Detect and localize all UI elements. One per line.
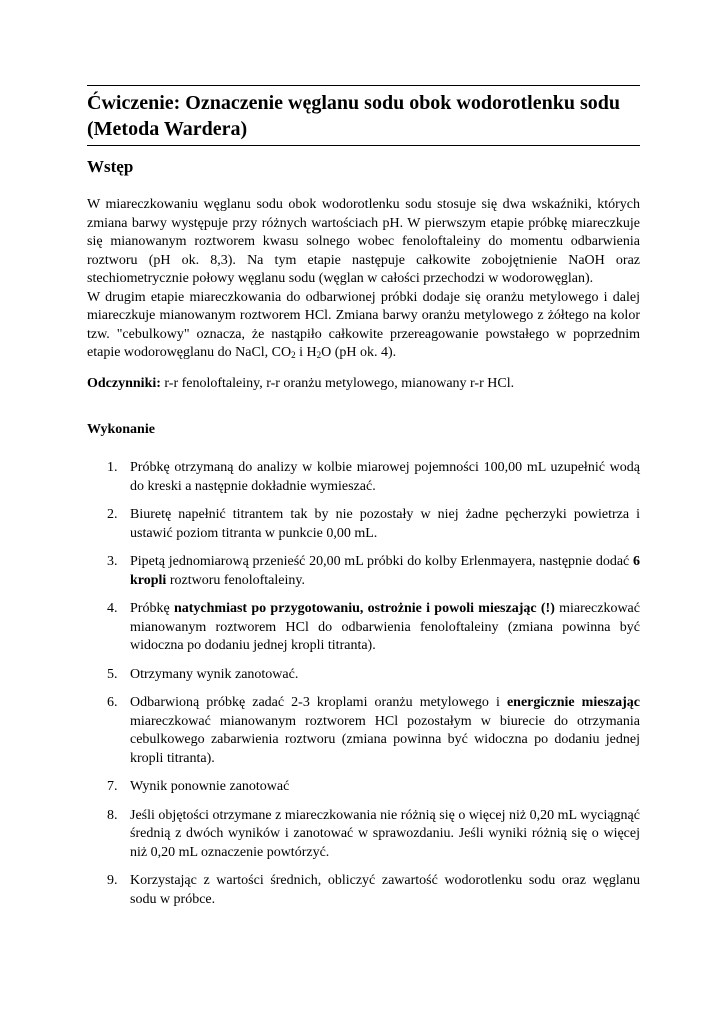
procedure-step: 7. Wynik ponownie zanotować	[107, 779, 290, 794]
title-bottom-rule	[87, 145, 640, 146]
procedure-step: 2. Biuretę napełnić titrantem tak by nie pozostały w niej żadne pęcherzyki powietrza i ustawić poziom titranta w punkcie 0,00 mL.	[107, 507, 640, 541]
intro-heading: Wstęp	[87, 157, 134, 176]
title-top-rule	[87, 85, 640, 86]
document-page	[87, 85, 640, 919]
procedure-steps	[87, 459, 640, 909]
reagents-label: Odczynniki:	[87, 375, 161, 391]
intro-paragraph-2: W drugim etapie miareczkowania do odbarwionej próbki dodaje się oranżu metylowego i dalej miareczkuje mianowanym roztworem HCl. Zmiana barwy oranżu metylowego z żółtego na kolor tzw. "cebulkowy" oznacza, że nastąpiło całkowite przereagowanie powstałego w poprzednim etapie wodorowęglanu do NaCl, $CO_2$ i $H_2O$ (pH ok. 4).	[87, 289, 640, 360]
procedure-step: 8. Jeśli objętości otrzymane z miareczkowania nie różnią się o więcej niż 0,20 mL wyciągnąć średnią z dwóch wyników i zanotować w sprawozdaniu. Jeśli wyniki różnią się o więcej niż 0,20 mL oznaczenie powtórzyć.	[107, 807, 640, 860]
intro-paragraph-1: W miareczkowaniu węglanu sodu obok wodorotlenku sodu stosuje się dwa wskaźniki, których zmiana barwy występuje przy różnych wartościach pH. W pierwszym etapie próbkę miareczkuje się mianowanym roztworem kwasu solnego wobec fenoloftaleiny do momentu odbarwienia roztworu (pH ok. 8,3). Na tym etapie następuje całkowite zobojętnienie NaOH oraz stechiometrycznie połowy węglanu sodu (węglan w całości przechodzi w wodorowęglan).	[87, 197, 640, 286]
procedure-step: 6. Odbarwioną próbkę zadać 2-3 kroplami oranżu metylowego i energicznie mieszając miareczkować mianowanym roztworem HCl pozostałym w biurecie do otrzymania cebulkowego zabarwienia roztworu (zmiana powinna być widoczna po dodaniu jednej kropli titranta).	[107, 695, 640, 766]
reagents-text: r-r fenoloftaleiny, r-r oranżu metylowego, mianowany r-r HCl.	[160, 375, 515, 391]
document-title: Ćwiczenie: Oznaczenie węglanu sodu obok wodorotlenku sodu (Metoda Wardera)	[87, 92, 621, 140]
procedure-step: 5. Otrzymany wynik zanotować.	[107, 666, 299, 682]
procedure-step: 1. Próbkę otrzymaną do analizy w kolbie miarowej pojemności 100,00 mL uzupełnić wodą do kreski a następnie dokładnie wymieszać.	[107, 460, 640, 494]
procedure-step: 3. Pipetą jednomiarową przenieść 20,00 mL próbki do kolby Erlenmayera, następnie dodać 6 kropli roztworu fenoloftaleiny.	[107, 554, 640, 588]
procedure-step: 9. Korzystając z wartości średnich, obliczyć zawartość wodorotlenku sodu oraz węglanu sodu w próbce.	[107, 873, 640, 907]
procedure-heading: Wykonanie	[87, 422, 155, 437]
procedure-step: 4. Próbkę natychmiast po przygotowaniu, ostrożnie i powoli mieszając (!) miareczkować mianowanym roztworem HCl do odbarwienia fenoloftaleiny (zmiana powinna być widoczna po dodaniu jednej kropli titranta).	[107, 601, 640, 653]
reagents-line	[87, 375, 640, 394]
